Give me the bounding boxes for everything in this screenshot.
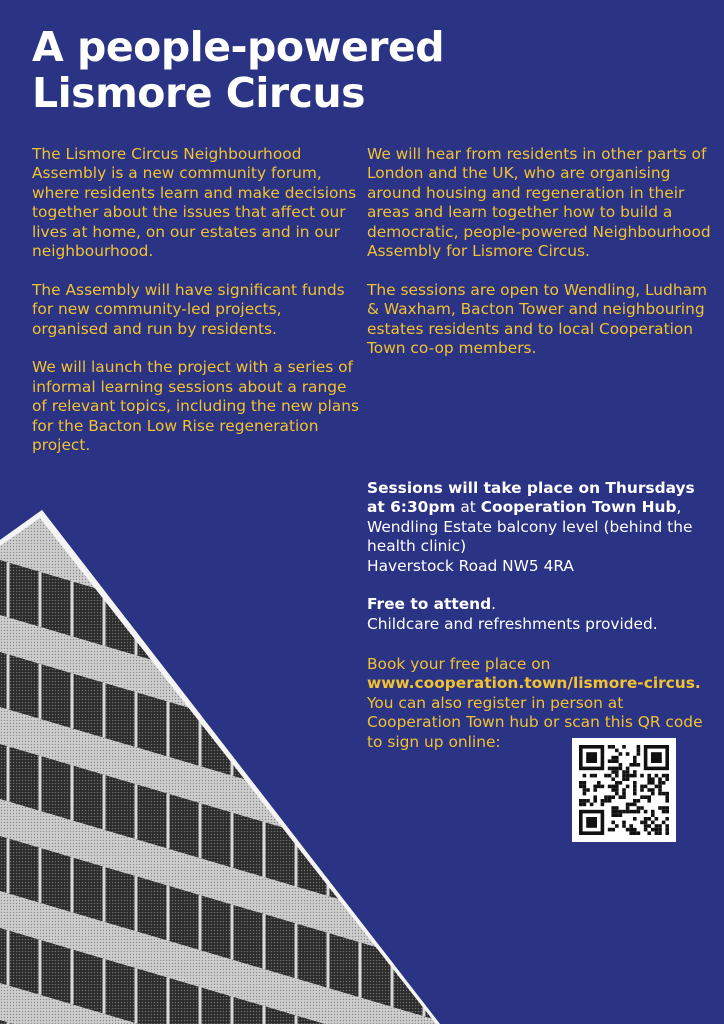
session-at: at: [455, 498, 481, 517]
provided-text: Childcare and refreshments provided.: [367, 614, 658, 633]
title-line-2: Lismore Circus: [32, 69, 366, 117]
right-paragraph-2: The sessions are open to Wendling, Ludham & Waxham, Bacton Tower and neighbouring estates residents and to local Cooperation Town co-op members.: [367, 280, 707, 358]
poster-title: [32, 24, 444, 116]
free-label: Free to attend: [367, 595, 492, 614]
building-photo: [0, 500, 440, 1024]
book-intro: Book your free place on: [367, 655, 551, 673]
session-time: Sessions will take place on Thursdays at 6:30pm: [367, 479, 695, 517]
session-location-line-2: Haverstock Road NW5 4RA: [367, 556, 574, 575]
register-text: You can also register in person at Cooperation Town hub or scan this QR code to sign up online:: [367, 693, 703, 751]
intro-paragraph-2: The Assembly will have significant funds for new community-led projects, organised and run by residents.: [32, 280, 345, 338]
session-venue: Cooperation Town Hub: [480, 498, 677, 517]
free-suffix: .: [491, 595, 497, 614]
intro-paragraph-3: We will launch the project with a series of informal learning sessions about a range of relevant topics, including the new plans for the Bacton Low Rise regeneration project.: [32, 358, 359, 455]
qr-code-icon: [572, 738, 676, 842]
right-paragraph-1: We will hear from residents in other parts of London and the UK, who are organising around housing and regeneration in their areas and learn together how to build a democratic, people-powered Neighbourhood Assembly for Lismore Circus.: [367, 145, 711, 261]
booking-link[interactable]: www.cooperation.town/lismore-circus.: [367, 674, 701, 693]
right-column: [367, 145, 712, 378]
qr-code[interactable]: [572, 738, 676, 842]
intro-paragraph-1: The Lismore Circus Neighbourhood Assembly is a new community forum, where residents learn and make decisions together about the issues that affect our lives at home, on our estates and in our neighbourhood.: [32, 145, 357, 261]
title-line-1: A people-powered: [32, 23, 445, 71]
session-venue-suffix: ,: [676, 498, 682, 517]
session-location-line-1: Wendling Estate balcony level (behind the health clinic): [367, 517, 693, 556]
intro-column: [32, 145, 362, 475]
